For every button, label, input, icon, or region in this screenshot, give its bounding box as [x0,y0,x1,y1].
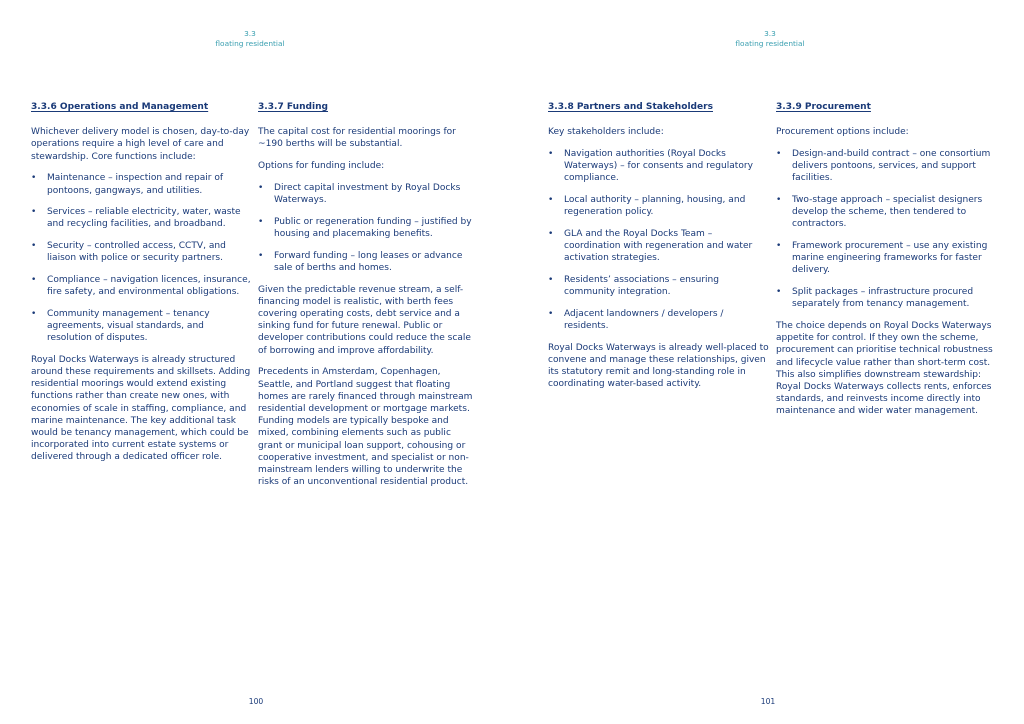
bullet-icon: • [258,183,264,193]
body-paragraph: Precedents in Amsterdam, Copenhagen, Seattle, and Portland suggest that floating homes are rarely financed through mainstream residential development or mortgage markets. Funding models are typically bespoke and mixed, combining elements such as public grant or municipal loan support, cohousing or cooperative investment, and specialist or non-mainstream lenders willing to underwrite the risks of an unconventional residential product. [258,367,473,488]
body-paragraph: Given the predictable revenue stream, a self-financing model is realistic, with berth fees covering operating costs, debt service and a sinking fund for future renewal. Public or developer contributions could reduce the scale of borrowing and improve affordability. [258,284,471,356]
bullet-icon: • [258,250,264,261]
list-item: • Maintenance – inspection and repair of pontoons, gangways, and utilities. [31,173,224,196]
running-head-section: 3.3 [764,29,776,38]
procurement-section [776,101,998,427]
section-heading: 3.3.7 Funding [258,102,329,112]
running-head-title: floating residential [215,38,285,48]
list-item: • Compliance – navigation licences, insurance, fire safety, and environmental obligations. [31,274,251,297]
bullet-icon: • [31,173,37,184]
section-heading: 3.3.9 Procurement [776,102,871,112]
bullet-icon: • [548,274,554,285]
page-number: 100 [248,697,264,706]
bullet-list [548,148,770,332]
list-item: • Local authority – planning, housing, and regeneration policy. [548,195,746,218]
running-head-title: floating residential [735,38,805,48]
list-item: • Services – reliable electricity, water, waste and recycling facilities, and broadband. [31,207,241,230]
section-intro: Procurement options include: [776,127,909,138]
section-heading: 3.3.8 Partners and Stakeholders [548,102,713,112]
bullet-icon: • [548,228,554,239]
bullet-icon: • [258,216,264,227]
section-intro: The capital cost for residential moorings for ~190 berths will be substantial. [258,127,456,150]
bullet-list [776,148,998,310]
right-page [512,0,1024,724]
operations-section [31,101,251,473]
list-item: • Residents’ associations – ensuring community integration. [548,274,720,297]
bullet-icon: • [31,308,37,319]
list-item: • Forward funding – long leases or advance sale of berths and homes. [258,250,463,273]
list-item: • Direct capital investment by Royal Docks Waterways. [258,183,461,206]
options-intro: Options for funding include: [258,161,385,172]
running-head [170,29,330,48]
list-item: • Security – controlled access, CCTV, and liaison with police or security partners. [31,241,226,264]
funding-section [258,101,476,498]
bullet-icon: • [548,308,554,319]
list-item: • Two-stage approach – specialist designers develop the scheme, then tendered to contractors. [776,195,983,230]
bullet-icon: • [776,241,782,251]
list-item: • Split packages – infrastructure procured separately from tenancy management. [776,287,974,310]
bullet-icon: • [31,207,37,218]
page-number: 101 [760,697,776,706]
section-intro: Key stakeholders include: [548,127,664,138]
bullet-icon: • [776,287,782,297]
bullet-icon: • [776,195,782,205]
section-heading: 3.3.6 Operations and Management [31,102,209,112]
list-item: • Community management – tenancy agreements, visual standards, and resolution of disputes. [31,308,210,343]
section-intro: Whichever delivery model is chosen, day-to-day operations require a high level of care and stewardship. Core functions include: [31,127,250,162]
bullet-icon: • [776,149,782,159]
list-item: • Navigation authorities (Royal Docks Waterways) – for consents and regulatory compliance. [548,149,753,184]
partners-section [548,101,770,400]
bullet-icon: • [548,149,554,159]
running-head-section: 3.3 [244,29,256,38]
list-item: • Design-and-build contract – one consortium delivers pontoons, services, and support facilities. [776,149,991,184]
bullet-list [31,172,251,344]
section-closing: The choice depends on Royal Docks Waterways appetite for control. If they own the scheme, procurement can prioritise technical robustness and lifecycle value rather than short-term cost. This also simplifies downstream stewardship: Royal Docks Waterways collects rents, enforces standards, and reinvests income directly into maintenance and wider water management. [776,321,993,417]
section-closing: Royal Docks Waterways is already structured around these requirements and skillsets. Adding residential moorings would extend existing functions rather than create new ones, with economies of scale in staffing, compliance, and marine maintenance. The key additional task would be tenancy management, which could be incorporated into current estate systems or delivered through a dedicated officer role. [31,354,251,463]
list-item: • Adjacent landowners / developers / residents. [548,308,724,331]
bullet-icon: • [548,195,554,205]
section-closing: Royal Docks Waterways is already well-placed to convene and manage these relationships, given its statutory remit and long-standing role in coordinating water-based activity. [548,342,769,390]
bullet-list [258,182,476,274]
list-item: • Framework procurement – use any existing marine engineering frameworks for faster delivery. [776,241,988,276]
bullet-icon: • [31,274,37,285]
running-head [690,29,850,48]
bullet-icon: • [31,241,37,251]
list-item: • GLA and the Royal Docks Team – coordination with regeneration and water activation strategies. [548,228,753,264]
list-item: • Public or regeneration funding – justified by housing and placemaking benefits. [258,216,472,239]
